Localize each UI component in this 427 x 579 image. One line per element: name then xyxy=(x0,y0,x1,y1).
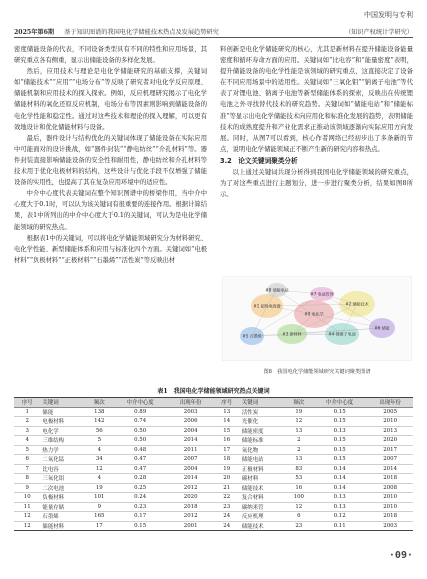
cluster-label: #0 电化学 xyxy=(304,311,324,317)
table-cell: 2005 xyxy=(367,407,413,417)
table-cell: 34 xyxy=(86,455,112,465)
table-cell: 2012 xyxy=(168,483,214,493)
table-cell: 1 xyxy=(14,407,40,417)
table-cell: 7 xyxy=(14,464,40,474)
table-header-cell: 出现年份 xyxy=(367,398,413,408)
table-row xyxy=(14,502,413,512)
table-cell: 14 xyxy=(213,417,239,427)
table-cell: 2008 xyxy=(367,483,413,493)
table-cell: 0.15 xyxy=(312,407,367,417)
hotspot-keywords-table xyxy=(14,397,413,531)
table-cell: 53 xyxy=(286,474,312,484)
table-header-cell: 中介中心度 xyxy=(312,398,367,408)
table-cell: 5 xyxy=(86,436,112,446)
body-paragraph: 料创新是电化学储能研究的核心，尤其是新材料在提升储能设备能量密度和循环寿命方面的应用。关键词如“比电容”和“能量密度”表明，提升储能设备的电化学性能是该领域的研究重点，这直接决定了设备在不同应用场景中的适用性。关键词如“三氧化钼”“钠离子电池”等代表了对锂电池、钠离子电池等新型储能体系的探索，反映出在传统锂电池之外寻找替代技术的研究趋势。关键词如“储能电站”和“储能标准”等显示出电化学储能技术向应用化和标准化发展的趋势，表明储能技术的成熟度提升和产业化需求正推动该领域逐渐向实际应用方向发展。同时，从图7可以看到，核心作者网络已经初步出了多条新的节点，说明电化学储能领域正不断产生新的研究内容和热点。 xyxy=(220,46,413,153)
table-cell: 热力学 xyxy=(40,445,86,455)
table-cell: 2018 xyxy=(367,474,413,484)
cluster-label: #6 储能 xyxy=(374,325,390,331)
table-cell: 6 xyxy=(14,455,40,465)
table-cell: 电极材料 xyxy=(40,417,86,427)
table-cell: 2017 xyxy=(367,445,413,455)
table-cell: 负极材料 xyxy=(40,493,86,503)
table-cell: 0.47 xyxy=(113,455,168,465)
table-cell: 165 xyxy=(86,512,112,522)
table-cell: 储能技术 xyxy=(240,521,286,531)
table-row xyxy=(14,483,413,493)
table-cell: 20 xyxy=(213,474,239,484)
table-cell: 0.50 xyxy=(113,426,168,436)
table-cell: 21 xyxy=(213,483,239,493)
table-cell: 能量存储 xyxy=(40,502,86,512)
table-cell: 100 xyxy=(286,493,312,503)
table-cell: 0.14 xyxy=(312,464,367,474)
cluster-label: #4 锂离子电池 xyxy=(328,331,356,337)
table-cell: 4 xyxy=(14,436,40,446)
table-cell: 0.14 xyxy=(312,483,367,493)
table-cell: 0.15 xyxy=(113,521,168,531)
table-cell: 0.15 xyxy=(312,417,367,427)
table-row xyxy=(14,455,413,465)
table-cell: 24 xyxy=(213,521,239,531)
table-cell: 24 xyxy=(213,512,239,522)
table-cell: 比电容 xyxy=(40,464,86,474)
issue-label: 2025年第6期 xyxy=(14,29,55,36)
article-title: 基于知识图谱的我国电化学储能技术热点及发展趋势研究 xyxy=(64,29,219,36)
table-cell: 4 xyxy=(86,474,112,484)
table-cell: 101 xyxy=(86,493,112,503)
table-cell: 储能 xyxy=(40,407,86,417)
running-header-left xyxy=(14,27,219,36)
table-cell: 2004 xyxy=(168,464,214,474)
table-cell: 0.15 xyxy=(312,445,367,455)
table-cell: 0.12 xyxy=(312,512,367,522)
table-cell: 活性炭 xyxy=(240,407,286,417)
table-cell: 碳纳米管 xyxy=(240,502,286,512)
table-cell: 0.17 xyxy=(113,512,168,522)
table-cell: 12 xyxy=(86,464,112,474)
table-cell: 0.24 xyxy=(113,493,168,503)
table-header-cell: 关键词 xyxy=(40,398,86,408)
table-cell: 0.48 xyxy=(113,445,168,455)
table-header-cell: 频次 xyxy=(286,398,312,408)
table-cell: 2010 xyxy=(367,493,413,503)
table-cell: 0.23 xyxy=(113,502,168,512)
section-heading: 3.2 论文关键词聚类分析 xyxy=(220,156,298,165)
figure-caption: 图8 我国电化学储能领域研究关键词聚类图谱 xyxy=(263,369,371,375)
table-header-cell: 频次 xyxy=(86,398,112,408)
table-cell: 10 xyxy=(14,493,40,503)
table-row xyxy=(14,521,413,531)
table-row xyxy=(14,417,413,427)
table-row xyxy=(14,512,413,522)
table-cell: 2018 xyxy=(367,512,413,522)
table-header-cell: 出现年份 xyxy=(168,398,214,408)
table-cell: 5 xyxy=(14,445,40,455)
table-cell: 12 xyxy=(14,521,40,531)
cluster-label: #5 石墨烯 xyxy=(242,333,262,339)
table-cell: 三维结构 xyxy=(40,436,86,446)
table-cell: 18 xyxy=(213,455,239,465)
header-rule xyxy=(14,37,413,38)
cluster-label: #2 储能技术 xyxy=(345,301,369,307)
table-cell: 13 xyxy=(286,426,312,436)
table-cell: 2 xyxy=(286,436,312,446)
table-cell: 23 xyxy=(213,502,239,512)
table-cell: 0.50 xyxy=(113,436,168,446)
table-cell: 正极材料 xyxy=(240,464,286,474)
table-caption: 表1 我国电化学储能领域研究热点关键词 xyxy=(157,388,270,395)
table-cell: 2018 xyxy=(168,502,214,512)
table-cell: 碳材料 xyxy=(240,474,286,484)
table-cell: 16 xyxy=(286,483,312,493)
table-cell: 2014 xyxy=(168,436,214,446)
body-paragraph: 以上通过关键词共现分析得到我国电化学储能领域的研究重点，为了对这些重点进行主题划分，进一步进行聚类分析，结果如图8所示。 xyxy=(220,168,413,199)
table-cell: 2003 xyxy=(367,521,413,531)
table-cell: 2 xyxy=(286,445,312,455)
table-cell: 储能电站 xyxy=(240,455,286,465)
table-cell: 2010 xyxy=(367,417,413,427)
body-paragraph: 然后，应用技术与理论是电化学储能研究的基础支撑，关键词如“储能技术”“应用”“电场分布”等反映了研究者对电化学反应原理、储能机制和应用技术的探入探索。例如，反应机理研究揭示了电化学储能材料的氧化还原反应机制，电场分布等因素则影响到储能设备的电化学性能和稳定性。通过对这些技术和理论的探入理解，可以更有效地设计和优化储能材料与设备。 xyxy=(14,68,207,131)
table-cell: 9 xyxy=(86,502,112,512)
table-cell: 0.13 xyxy=(312,493,367,503)
table-cell: 23 xyxy=(286,521,312,531)
table-cell: 12 xyxy=(286,417,312,427)
body-paragraph: 中介中心度代表关键词在整个知识图谱中的桥梁作用，当中介中心度大于0.1时，可以认为该关键词有很重要的连接作用。根据计算结果，表1中所列出的中介中心度大于0.1的关键词，可认为是电化学储能领域的研究热点。 xyxy=(14,190,207,231)
table-cell: 138 xyxy=(86,407,112,417)
table-cell: 13 xyxy=(213,407,239,417)
table-cell: 储能技术 xyxy=(240,483,286,493)
table-cell: 0.89 xyxy=(113,407,168,417)
table-cell: 2007 xyxy=(168,455,214,465)
table-row xyxy=(14,436,413,446)
table-cell: 2011 xyxy=(168,445,214,455)
table-cell: 12 xyxy=(286,502,312,512)
cluster-label: #8 储能电站 xyxy=(265,287,289,293)
table-cell: 2020 xyxy=(367,436,413,446)
table-cell: 2014 xyxy=(367,464,413,474)
table-cell: 0.14 xyxy=(312,474,367,484)
table-cell: 2 xyxy=(14,417,40,427)
table-cell: 0.15 xyxy=(312,436,367,446)
table-cell: 0.25 xyxy=(113,483,168,493)
table-cell: 储能密度 xyxy=(240,426,286,436)
table-header-cell: 关键词 xyxy=(240,398,286,408)
table-cell: 2013 xyxy=(367,426,413,436)
table-cell: 2003 xyxy=(168,407,214,417)
table-cell: 0.15 xyxy=(312,455,367,465)
table-cell: 反应机理 xyxy=(240,512,286,522)
table-cell: 19 xyxy=(86,483,112,493)
table-row xyxy=(14,407,413,417)
table-cell: 17 xyxy=(86,521,112,531)
keyword-cluster-map xyxy=(222,276,412,361)
table-row xyxy=(14,464,413,474)
table-row xyxy=(14,445,413,455)
table-cell: 2010 xyxy=(367,502,413,512)
page-number: ·09· xyxy=(388,550,413,561)
table-cell: 8 xyxy=(14,474,40,484)
table-cell: 2020 xyxy=(168,493,214,503)
table-cell: 0.13 xyxy=(312,426,367,436)
table-cell: 15 xyxy=(213,426,239,436)
table-row xyxy=(14,426,413,436)
table-cell: 储能材料 xyxy=(40,521,86,531)
table-cell: 电化学 xyxy=(40,426,86,436)
body-paragraph: 密度储能设备的代表，不同设备类型具有不同的特性和应用场景，其研究重点各有侧重，显示出储能设备的多样化发展。 xyxy=(14,46,207,65)
table-cell: 83 xyxy=(286,464,312,474)
section-label: （知识产权统计学研究） xyxy=(344,29,413,36)
table-row xyxy=(14,493,413,503)
table-cell: 16 xyxy=(213,436,239,446)
table-cell: 4 xyxy=(86,445,112,455)
table-cell: 石墨烯 xyxy=(40,512,86,522)
table-cell: 氧化物 xyxy=(240,445,286,455)
table-cell: 0.11 xyxy=(312,521,367,531)
table-cell: 142 xyxy=(86,417,112,427)
table-cell: 3 xyxy=(14,426,40,436)
table-cell: 二氧化锰 xyxy=(40,455,86,465)
table-cell: 0.74 xyxy=(113,417,168,427)
table-cell: 22 xyxy=(213,493,239,503)
table-cell: 2001 xyxy=(168,521,214,531)
table-cell: 0.13 xyxy=(312,502,367,512)
table-row xyxy=(14,474,413,484)
body-paragraph: 最后，器件设计与结构优化的关键词体现了储能设备在实际应用中可能面对的设计挑战，如“器件封装”“静电纺丝”“介孔材料”等。器件封装直接影响储能设备的安全性和耐用性，静电纺丝和介孔材料等技术用于优化电极材料的结构，这些设计与优化手段不仅增强了储能设备的实用性，也提高了其在复杂应用环境中的适应性。 xyxy=(14,134,207,187)
cluster-label: #7 电池管理 xyxy=(310,291,334,297)
body-paragraph: 根据表1中的关键词，可以将电化学储能领域研究分为材料研究、电化学性能、新型储能体系和应用与标准化四个方面。关键词如“电极材料”“负极材料”“正极材料”“石墨烯”“活性炭”等反映出材 xyxy=(14,234,207,264)
table-cell: 储能标准 xyxy=(240,436,286,446)
table-cell: 19 xyxy=(286,407,312,417)
table-cell: 0.28 xyxy=(113,474,168,484)
table-cell: 19 xyxy=(213,464,239,474)
journal-name: 中国发明与专利 xyxy=(364,11,413,19)
table-cell: 6 xyxy=(286,512,312,522)
table-cell: 12 xyxy=(14,512,40,522)
table-cell: 二次电池 xyxy=(40,483,86,493)
table-cell: 2006 xyxy=(168,417,214,427)
table-cell: 11 xyxy=(14,502,40,512)
table-header-row xyxy=(14,398,413,408)
cluster-label: #3 新材料 xyxy=(282,331,302,337)
table-cell: 2014 xyxy=(168,474,214,484)
table-header-cell: 序号 xyxy=(213,398,239,408)
table-header-cell: 中介中心度 xyxy=(113,398,168,408)
table-cell: 9 xyxy=(14,483,40,493)
table-cell: 三氧化钼 xyxy=(40,474,86,484)
table-cell: 复合材料 xyxy=(240,493,286,503)
table-cell: 17 xyxy=(213,445,239,455)
table-cell: 光催化 xyxy=(240,417,286,427)
table-cell: 2012 xyxy=(168,512,214,522)
table-header-cell: 序号 xyxy=(14,398,40,408)
right-column xyxy=(220,44,413,277)
table-cell: 2007 xyxy=(367,455,413,465)
table-cell: 56 xyxy=(86,426,112,436)
left-column xyxy=(14,44,207,277)
table-cell: 0.47 xyxy=(113,464,168,474)
cluster-label: #1 超级电容器 xyxy=(253,303,281,309)
table-cell: 2004 xyxy=(168,426,214,436)
table-cell: 13 xyxy=(286,455,312,465)
